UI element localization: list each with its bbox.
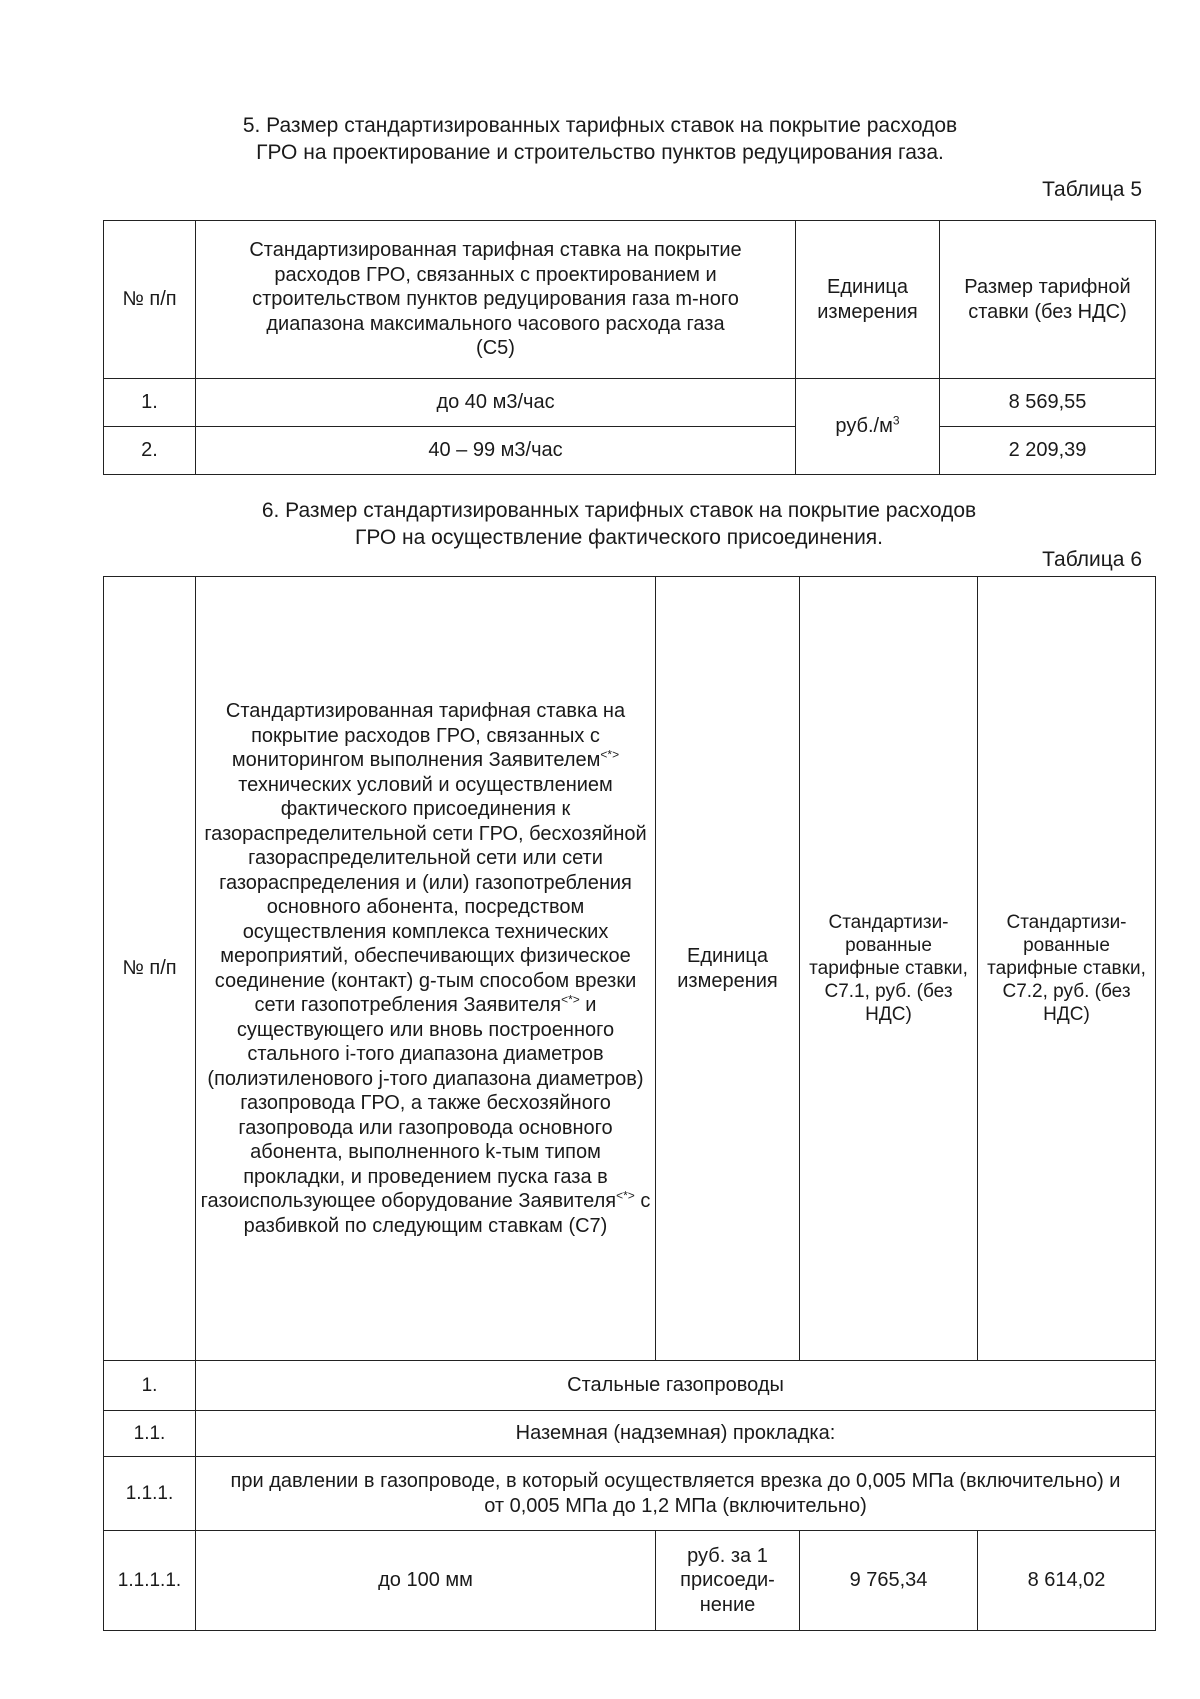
section5-heading-line2: ГРО на проектирование и строительство пунктов редуцирования газа. — [256, 141, 944, 164]
table5-header-rate: Размер тарифной ставки (без НДС) — [940, 221, 1156, 379]
table5-label: Таблица 5 — [1042, 178, 1142, 201]
table6-header-unit: Единица измерения — [656, 577, 800, 1361]
table6-row-1-1-1-1-rate2: 8 614,02 — [978, 1531, 1156, 1631]
table6-desc-part3: и существующего или вновь построенного стального i-того диапазона диаметров (полиэтиленового j-того диапазона диаметров) газопровода ГРО, а также бесхозяйного газопровода или газопровода основного абонента, выполненного k-тым типом прокладки, и проведением пуска газа в газоиспользующее оборудование Заявителя — [200, 994, 644, 1212]
table6-header-rate2: Стандартизи-рованные тарифные ставки, С7.2, руб. (без НДС) — [978, 577, 1156, 1361]
table6-row-1-1-1-num: 1.1.1. — [104, 1457, 196, 1531]
table-row — [104, 379, 1156, 427]
table6-footnote-mark-2: <*> — [561, 992, 580, 1007]
table-row — [104, 427, 1156, 475]
table6 — [103, 576, 1156, 1631]
table6-footnote-mark-3: <*> — [616, 1188, 635, 1203]
table6-row-1-1-1-1-unit: руб. за 1 присоеди-нение — [656, 1531, 800, 1631]
table6-header-description — [196, 577, 656, 1361]
section6-heading — [0, 497, 1200, 551]
table5-header-unit: Единица измерения — [796, 221, 940, 379]
table5-header-num: № п/п — [104, 221, 196, 379]
table6-row-1-text: Стальные газопроводы — [196, 1361, 1156, 1411]
table6-row-1-1-1-1-num: 1.1.1.1. — [104, 1531, 196, 1631]
table5 — [103, 220, 1156, 475]
table-row — [104, 1457, 1156, 1531]
table5-row2-rate: 2 209,39 — [940, 427, 1156, 475]
table6-row-1-1-1-1-diameter: до 100 мм — [196, 1531, 656, 1631]
table5-header-description: Стандартизированная тарифная ставка на покрытие расходов ГРО, связанных с проектированием и строительством пунктов редуцирования газа m-ного диапазона максимального часового расхода газа (С5) — [196, 221, 796, 379]
table5-row1-num: 1. — [104, 379, 196, 427]
table6-header-num: № п/п — [104, 577, 196, 1361]
table6-footnote-mark-1: <*> — [600, 747, 620, 762]
table6-header-row — [104, 577, 1156, 1361]
table5-row1-range: до 40 м3/час — [196, 379, 796, 427]
table6-label: Таблица 6 — [1042, 548, 1142, 571]
table6-desc-part2: технических условий и осуществлением фактического присоединения к газораспределительной сети ГРО, бесхозяйной газораспределительной сети или сети газораспределения и (или) газопотребления основного абонента, посредством осуществления комплекса технических мероприятий, обеспечивающих физическое соединение (контакт) g-тым способом врезки сети газопотребления Заявителя — [204, 773, 647, 1016]
table5-row2-num: 2. — [104, 427, 196, 475]
table5-unit-cell — [796, 379, 940, 475]
table6-row-1-1-1-1-rate1: 9 765,34 — [800, 1531, 978, 1631]
section5-heading — [0, 112, 1200, 166]
table5-header-row — [104, 221, 1156, 379]
table5-row1-rate: 8 569,55 — [940, 379, 1156, 427]
table-row — [104, 1411, 1156, 1457]
table-row — [104, 1361, 1156, 1411]
table5-row2-range: 40 – 99 м3/час — [196, 427, 796, 475]
section5-heading-line1: 5. Размер стандартизированных тарифных ставок на покрытие расходов — [242, 114, 958, 137]
table5-unit-superscript: 3 — [892, 413, 900, 428]
table6-header-rate1: Стандартизи-рованные тарифные ставки, С7.1, руб. (без НДС) — [800, 577, 978, 1361]
table6-desc-part4: с разбивкой по следующим ставкам (С7) — [243, 1190, 651, 1237]
table6-row-1-num: 1. — [104, 1361, 196, 1411]
table6-desc-part1: Стандартизированная тарифная ставка на покрытие расходов ГРО, связанных с мониторингом выполнения Заявителем — [225, 700, 626, 771]
table6-row-1-1-text: Наземная (надземная) прокладка: — [196, 1411, 1156, 1457]
table-row — [104, 1531, 1156, 1631]
table6-row-1-1-1-text: при давлении в газопроводе, в который осуществляется врезка до 0,005 МПа (включительно) и от 0,005 МПа до 1,2 МПа (включительно) — [196, 1457, 1156, 1531]
section6-heading-line2: ГРО на осуществление фактического присоединения. — [354, 526, 884, 549]
section6-heading-line1: 6. Размер стандартизированных тарифных ставок на покрытие расходов — [261, 499, 977, 522]
table6-row-1-1-num: 1.1. — [104, 1411, 196, 1457]
table5-unit-value: руб./м — [835, 415, 893, 438]
